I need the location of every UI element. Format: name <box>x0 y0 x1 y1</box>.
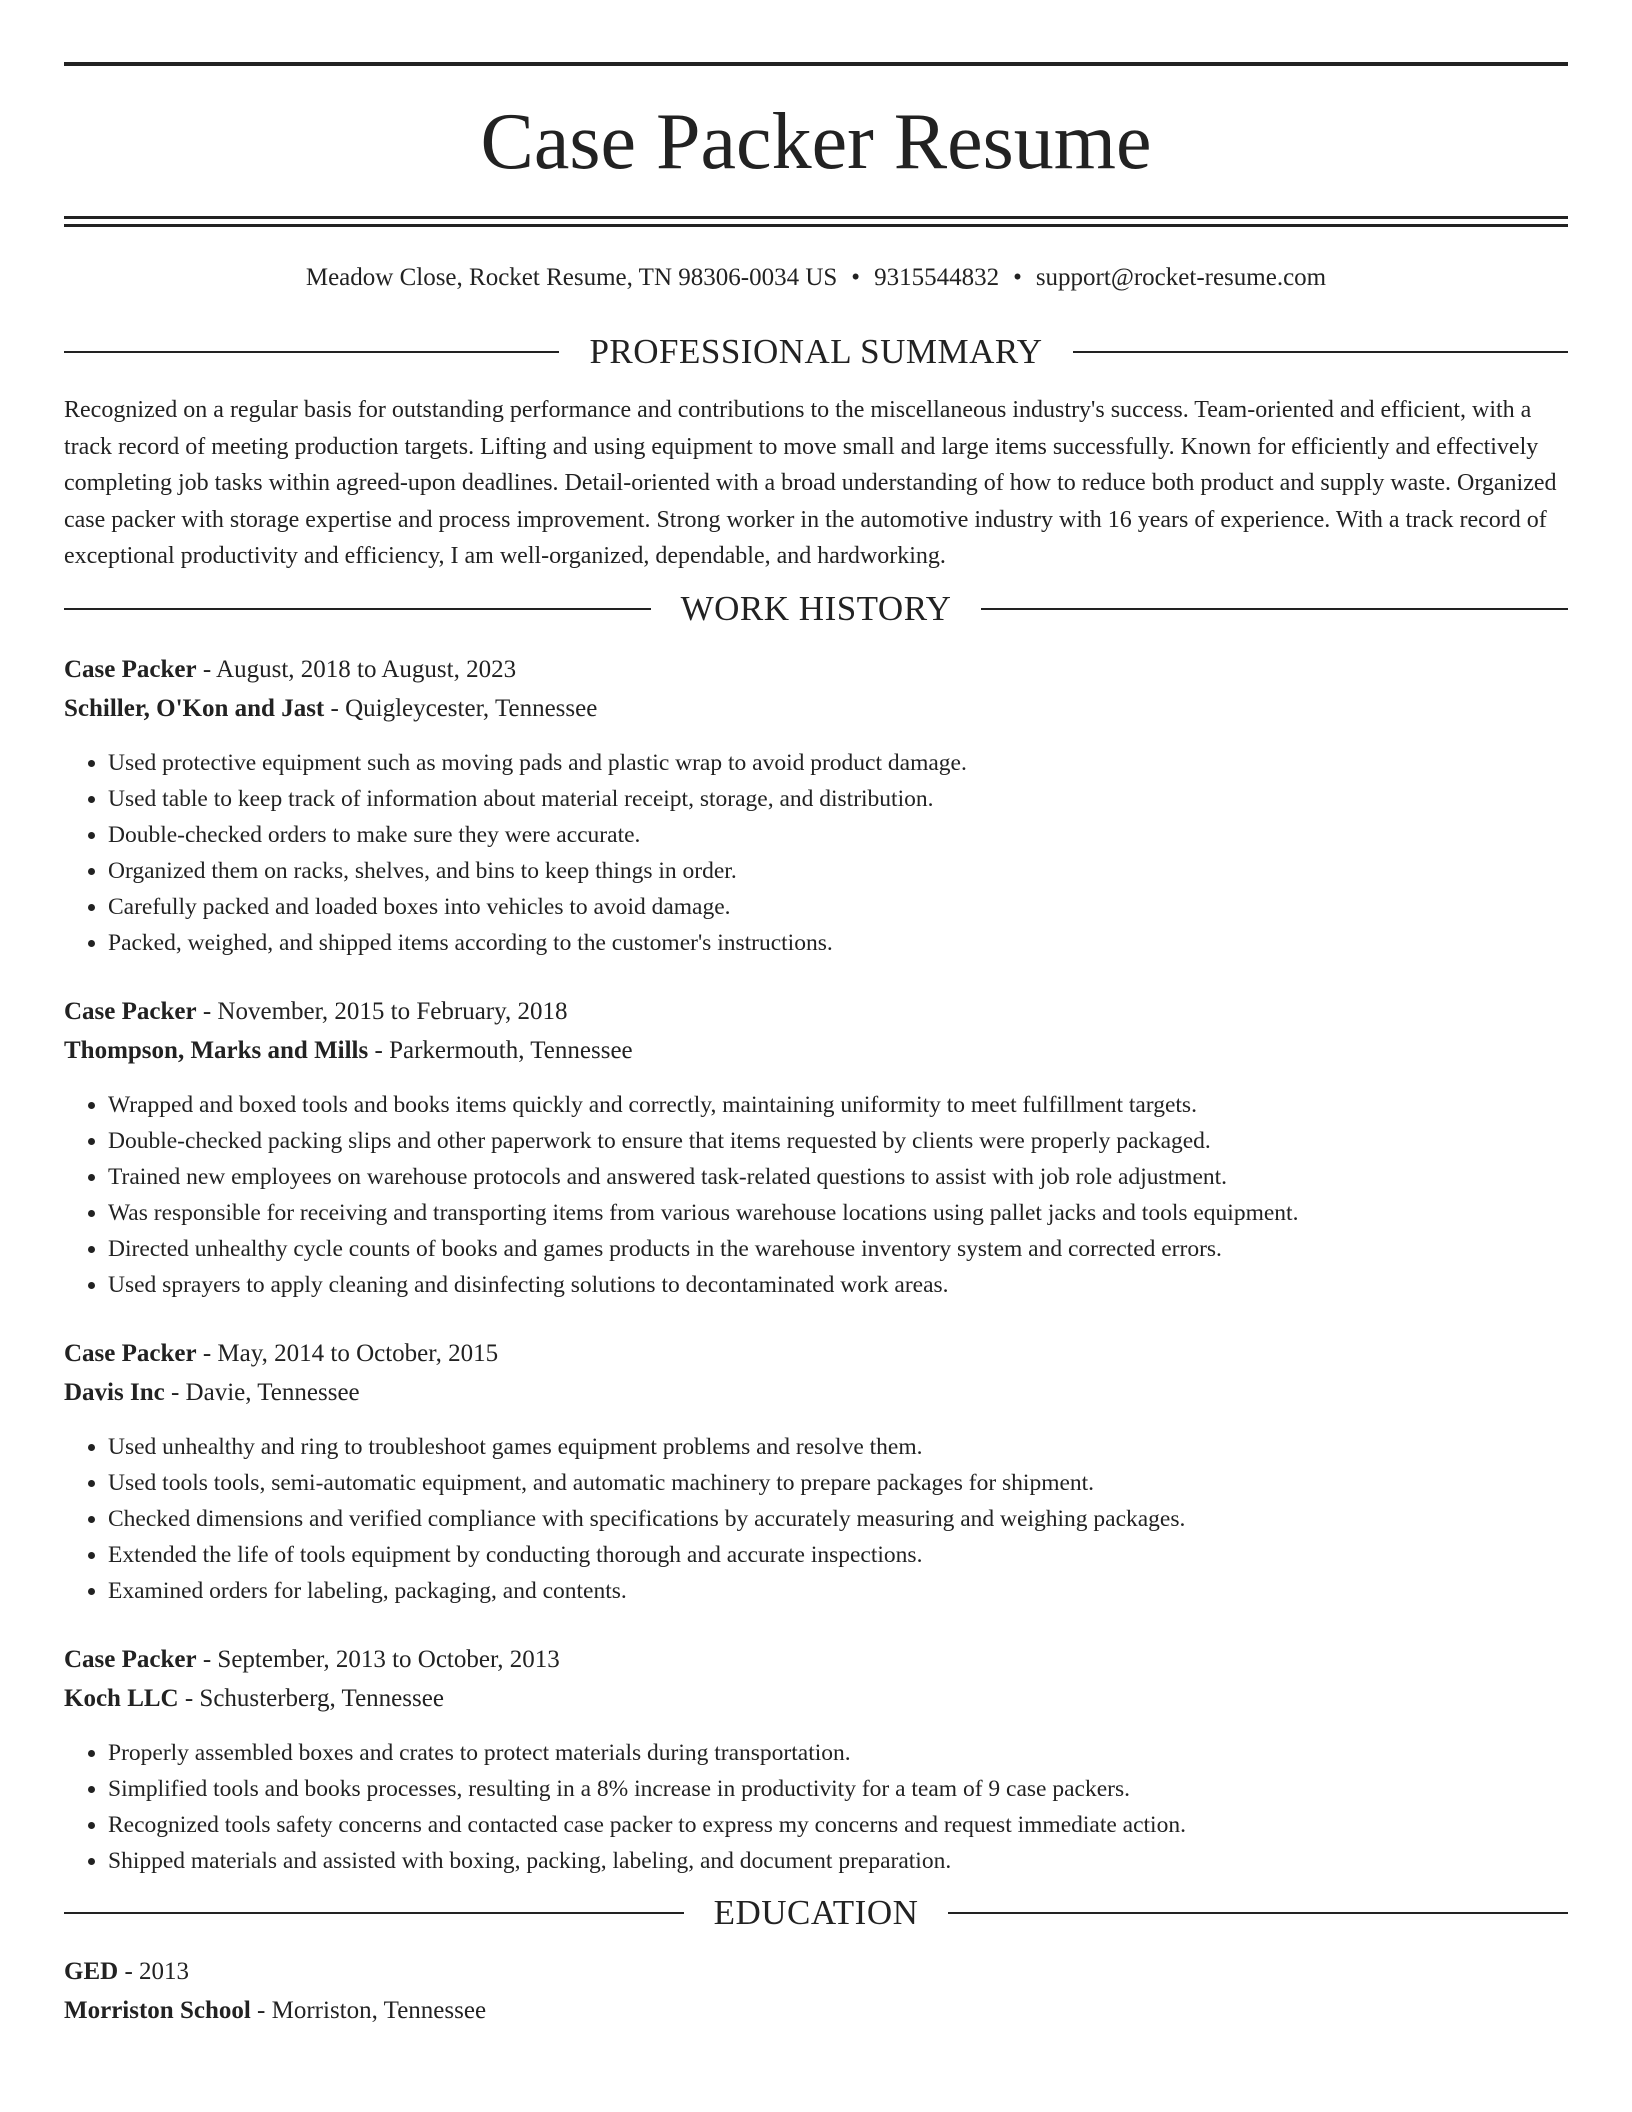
job-dates: - August, 2018 to August, 2023 <box>196 655 517 683</box>
list-item: • Used sprayers to apply cleaning and disinfecting solutions to decontaminated work areas. <box>108 1267 1568 1303</box>
employer-location: - Quigleycester, Tennessee <box>324 694 598 722</box>
list-item: • Used unhealthy and ring to troubleshoot games equipment problems and resolve them. <box>108 1429 1568 1465</box>
list-item: • Double-checked orders to make sure they were accurate. <box>108 817 1568 853</box>
contact-email: support@rocket-resume.com <box>1035 264 1327 291</box>
list-item: • Organized them on racks, shelves, and bins to keep things in order. <box>108 853 1568 889</box>
list-item: • Double-checked packing slips and other paperwork to ensure that items requested by clients were properly packaged. <box>108 1123 1568 1159</box>
list-item: • Shipped materials and assisted with boxing, packing, labeling, and document preparation. <box>108 1843 1568 1879</box>
heading-rule-right <box>981 608 1568 610</box>
job-dates: - November, 2015 to February, 2018 <box>196 997 568 1025</box>
job-title: Case Packer <box>64 997 197 1025</box>
education-entry <box>64 1957 1568 2026</box>
job-bullets <box>64 1087 1568 1303</box>
resume-page <box>64 62 1568 2026</box>
job-title-line <box>64 1339 1568 1369</box>
list-item: • Simplified tools and books processes, resulting in a 8% increase in productivity for a team of 9 case packers. <box>108 1771 1568 1807</box>
list-item: • Carefully packed and loaded boxes into vehicles to avoid damage. <box>108 889 1568 925</box>
title-double-rule <box>64 216 1568 227</box>
list-item: • Examined orders for labeling, packaging, and contents. <box>108 1573 1568 1609</box>
employer-name: Koch LLC <box>64 1684 179 1712</box>
school-line <box>64 1996 1568 2026</box>
list-item: • Properly assembled boxes and crates to protect materials during transportation. <box>108 1735 1568 1771</box>
heading-rule-left <box>64 608 651 610</box>
list-item: • Used protective equipment such as moving pads and plastic wrap to avoid product damage. <box>108 745 1568 781</box>
job-bullets <box>64 1735 1568 1879</box>
list-item: • Was responsible for receiving and transporting items from various warehouse locations using pallet jacks and tools equipment. <box>108 1195 1568 1231</box>
summary-paragraph: Recognized on a regular basis for outstanding performance and contributions to the miscellaneous industry's success. Team-oriented and efficient, with a track record of meeting production targets. Lifting and using equipment to move small and large items successfully. Known for efficiently and effectively completing job tasks within agreed-upon deadlines. Detail-oriented with a broad understanding of how to reduce both product and supply waste. Organized case packer with storage expertise and process improvement. Strong worker in the automotive industry with 16 years of experience. With a track record of exceptional productivity and efficiency, I am well-organized, dependable, and hardworking. <box>64 397 1557 569</box>
degree-name: GED <box>64 1957 119 1985</box>
job-entry <box>64 997 1568 1303</box>
contact-separator: • <box>1013 264 1022 291</box>
degree-line <box>64 1957 1568 1987</box>
contact-phone: 9315544832 <box>874 264 1000 291</box>
job-title-line <box>64 1645 1568 1675</box>
education-section-heading <box>64 1893 1568 1933</box>
job-entry <box>64 655 1568 961</box>
list-item: • Used tools tools, semi-automatic equipment, and automatic machinery to prepare packages for shipment. <box>108 1465 1568 1501</box>
work-section-heading <box>64 589 1568 629</box>
job-title: Case Packer <box>64 655 197 683</box>
job-title-line <box>64 655 1568 685</box>
job-bullets <box>64 745 1568 961</box>
job-entry <box>64 1339 1568 1609</box>
summary-section-heading <box>64 332 1568 372</box>
list-item: • Packed, weighed, and shipped items according to the customer's instructions. <box>108 925 1568 961</box>
heading-rule-right <box>948 1912 1568 1914</box>
list-item: • Trained new employees on warehouse protocols and answered task-related questions to assist with job role adjustment. <box>108 1159 1568 1195</box>
list-item: • Checked dimensions and verified compliance with specifications by accurately measuring and weighing packages. <box>108 1501 1568 1537</box>
school-name: Morriston School <box>64 1996 251 2024</box>
employer-name: Davis Inc <box>64 1378 165 1406</box>
employer-line <box>64 694 1568 724</box>
employer-line <box>64 1036 1568 1066</box>
summary-heading-label: PROFESSIONAL SUMMARY <box>589 332 1043 371</box>
job-bullets <box>64 1429 1568 1609</box>
employer-line <box>64 1684 1568 1714</box>
education-heading-label: EDUCATION <box>713 1892 919 1932</box>
list-item: • Recognized tools safety concerns and contacted case packer to express my concerns and request immediate action. <box>108 1807 1568 1843</box>
job-dates: - September, 2013 to October, 2013 <box>196 1645 560 1673</box>
list-item: • Used table to keep track of information about material receipt, storage, and distribution. <box>108 781 1568 817</box>
heading-rule-left <box>64 351 559 353</box>
job-entry <box>64 1645 1568 1879</box>
list-item: • Wrapped and boxed tools and books items quickly and correctly, maintaining uniformity to meet fulfillment targets. <box>108 1087 1568 1123</box>
degree-year: - 2013 <box>118 1957 190 1985</box>
top-rule <box>64 62 1568 66</box>
heading-rule-right <box>1073 351 1568 353</box>
job-title: Case Packer <box>64 1339 197 1367</box>
contact-address: Meadow Close, Rocket Resume, TN 98306-0034 US <box>305 264 838 291</box>
job-title: Case Packer <box>64 1645 197 1673</box>
employer-location: - Parkermouth, Tennessee <box>368 1036 633 1064</box>
employer-location: - Schusterberg, Tennessee <box>178 1684 444 1712</box>
list-item: • Extended the life of tools equipment by conducting thorough and accurate inspections. <box>108 1537 1568 1573</box>
school-location: - Morriston, Tennessee <box>250 1996 487 2024</box>
heading-rule-left <box>64 1912 684 1914</box>
job-dates: - May, 2014 to October, 2015 <box>196 1339 499 1367</box>
work-heading-label: WORK HISTORY <box>680 588 952 628</box>
list-item: • Directed unhealthy cycle counts of books and games products in the warehouse inventory system and corrected errors. <box>108 1231 1568 1267</box>
contact-line <box>64 263 1568 293</box>
employer-location: - Davie, Tennessee <box>164 1378 360 1406</box>
resume-title: Case Packer Resume <box>480 98 1152 186</box>
contact-separator: • <box>851 264 861 291</box>
job-title-line <box>64 997 1568 1027</box>
employer-line <box>64 1378 1568 1408</box>
employer-name: Thompson, Marks and Mills <box>64 1036 369 1064</box>
employer-name: Schiller, O'Kon and Jast <box>64 694 325 722</box>
